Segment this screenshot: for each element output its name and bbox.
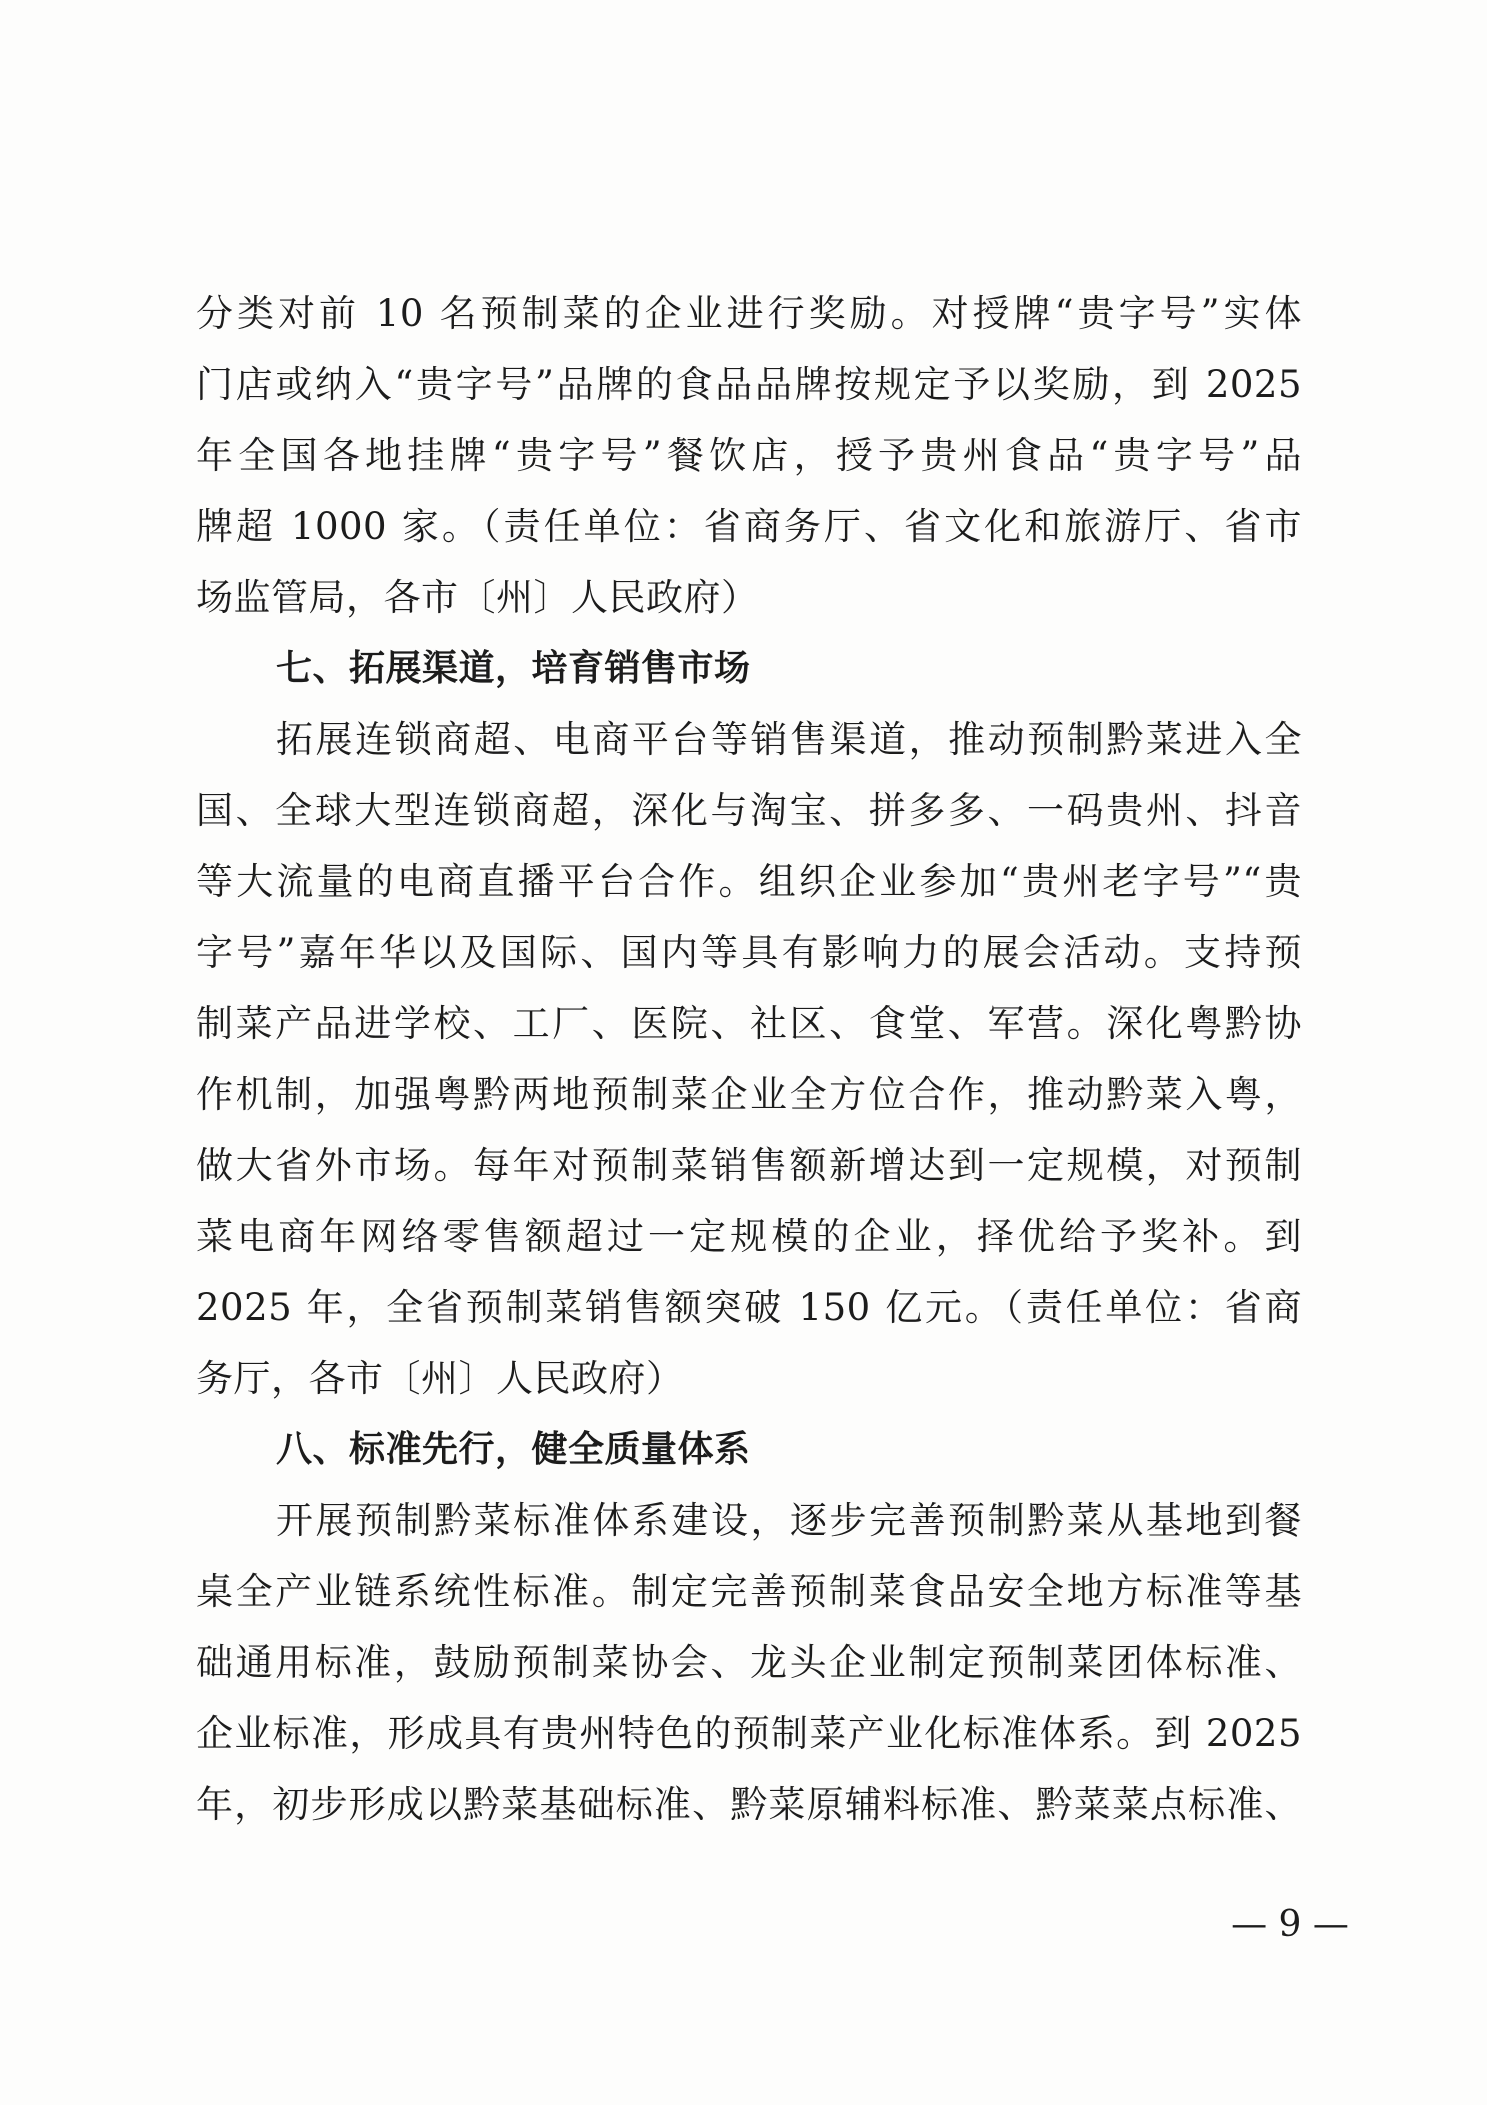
body-line: 制菜产品进学校、工厂、医院、社区、食堂、军营。深化粤黔协: [196, 1002, 1302, 1045]
body-line: 务厅，各市〔州〕人民政府）: [196, 1357, 684, 1400]
body-line: 场监管局，各市〔州〕人民政府）: [196, 576, 759, 619]
body-line: 2025 年，全省预制菜销售额突破 150 亿元。（责任单位：省商: [196, 1286, 1302, 1329]
body-line: 开展预制黔菜标准体系建设，逐步完善预制黔菜从基地到餐: [276, 1499, 1302, 1542]
body-line: 年，初步形成以黔菜基础标准、黔菜原辅料标准、黔菜菜点标准、: [196, 1783, 1302, 1826]
body-line: 分类对前 10 名预制菜的企业进行奖励。对授牌“贵字号”实体: [196, 292, 1302, 335]
section-heading-7: 七、拓展渠道，培育销售市场: [276, 648, 751, 689]
body-line: 作机制，加强粤黔两地预制菜企业全方位合作，推动黔菜入粤，: [196, 1073, 1302, 1116]
body-line: 年全国各地挂牌“贵字号”餐饮店，授予贵州食品“贵字号”品: [196, 434, 1302, 477]
body-line: 拓展连锁商超、电商平台等销售渠道，推动预制黔菜进入全: [276, 718, 1302, 761]
body-line: 字号”嘉年华以及国际、国内等具有影响力的展会活动。支持预: [196, 931, 1302, 974]
body-line: 牌超 1000 家。（责任单位：省商务厅、省文化和旅游厅、省市: [196, 505, 1302, 548]
body-line: 国、全球大型连锁商超，深化与淘宝、拼多多、一码贵州、抖音: [196, 789, 1302, 832]
document-body: [196, 278, 1302, 1840]
body-line: 础通用标准，鼓励预制菜协会、龙头企业制定预制菜团体标准、: [196, 1641, 1302, 1684]
section-heading-8: 八、标准先行，健全质量体系: [276, 1429, 751, 1470]
page-number: — 9 —: [1231, 1904, 1349, 1945]
body-line: 企业标准，形成具有贵州特色的预制菜产业化标准体系。到 2025: [196, 1712, 1302, 1755]
body-line: 菜电商年网络零售额超过一定规模的企业，择优给予奖补。到: [196, 1215, 1302, 1258]
body-line: 做大省外市场。每年对预制菜销售额新增达到一定规模，对预制: [196, 1144, 1302, 1187]
body-line: 门店或纳入“贵字号”品牌的食品品牌按规定予以奖励，到 2025: [196, 363, 1302, 406]
body-line: 桌全产业链系统性标准。制定完善预制菜食品安全地方标准等基: [196, 1570, 1302, 1613]
body-line: 等大流量的电商直播平台合作。组织企业参加“贵州老字号”“贵: [196, 860, 1302, 903]
